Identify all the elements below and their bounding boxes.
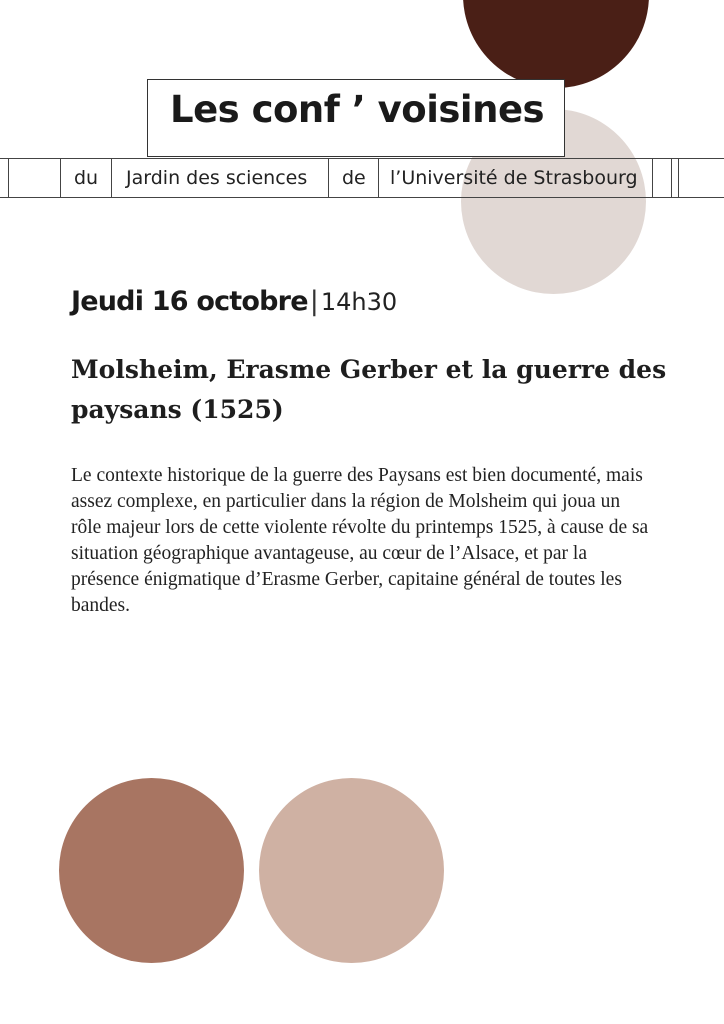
affiliation-band [0, 158, 724, 198]
band-divider [378, 159, 379, 197]
decorative-circle-beige [259, 778, 444, 963]
band-word-du: du [74, 167, 99, 189]
event-datetime [71, 286, 397, 317]
band-jardin-des-sciences: Jardin des sciences [126, 167, 308, 189]
band-divider [8, 159, 9, 197]
event-time: 14h30 [320, 288, 398, 316]
title-box [147, 79, 565, 157]
band-divider [671, 159, 672, 197]
band-word-de: de [342, 167, 366, 189]
decorative-circle-brown [59, 778, 244, 963]
band-divider [60, 159, 61, 197]
band-divider [652, 159, 653, 197]
date-separator: | [309, 286, 319, 317]
event-description: Le contexte historique de la guerre des Paysans est bien documenté, mais assez complexe, en particulier dans la région de Molsheim qui joua un rôle majeur lors de cette violente révolte du printemps 1525, à cause de sa situation géographique avantageuse, au cœur de l’Alsace, et par la présence énigmatique d’Erasme Gerber, capitaine général de toutes les bandes. [71, 465, 649, 616]
page-title: Les conf ’ voisines [170, 88, 545, 131]
band-divider [678, 159, 679, 197]
band-divider [328, 159, 329, 197]
band-universite: l’Université de Strasbourg [390, 167, 638, 189]
event-title: Molsheim, Erasme Gerber et la guerre des paysans (1525) [71, 355, 667, 424]
decorative-circle-dark [463, 0, 649, 88]
band-divider [111, 159, 112, 197]
event-date: Jeudi 16 octobre [71, 286, 308, 317]
